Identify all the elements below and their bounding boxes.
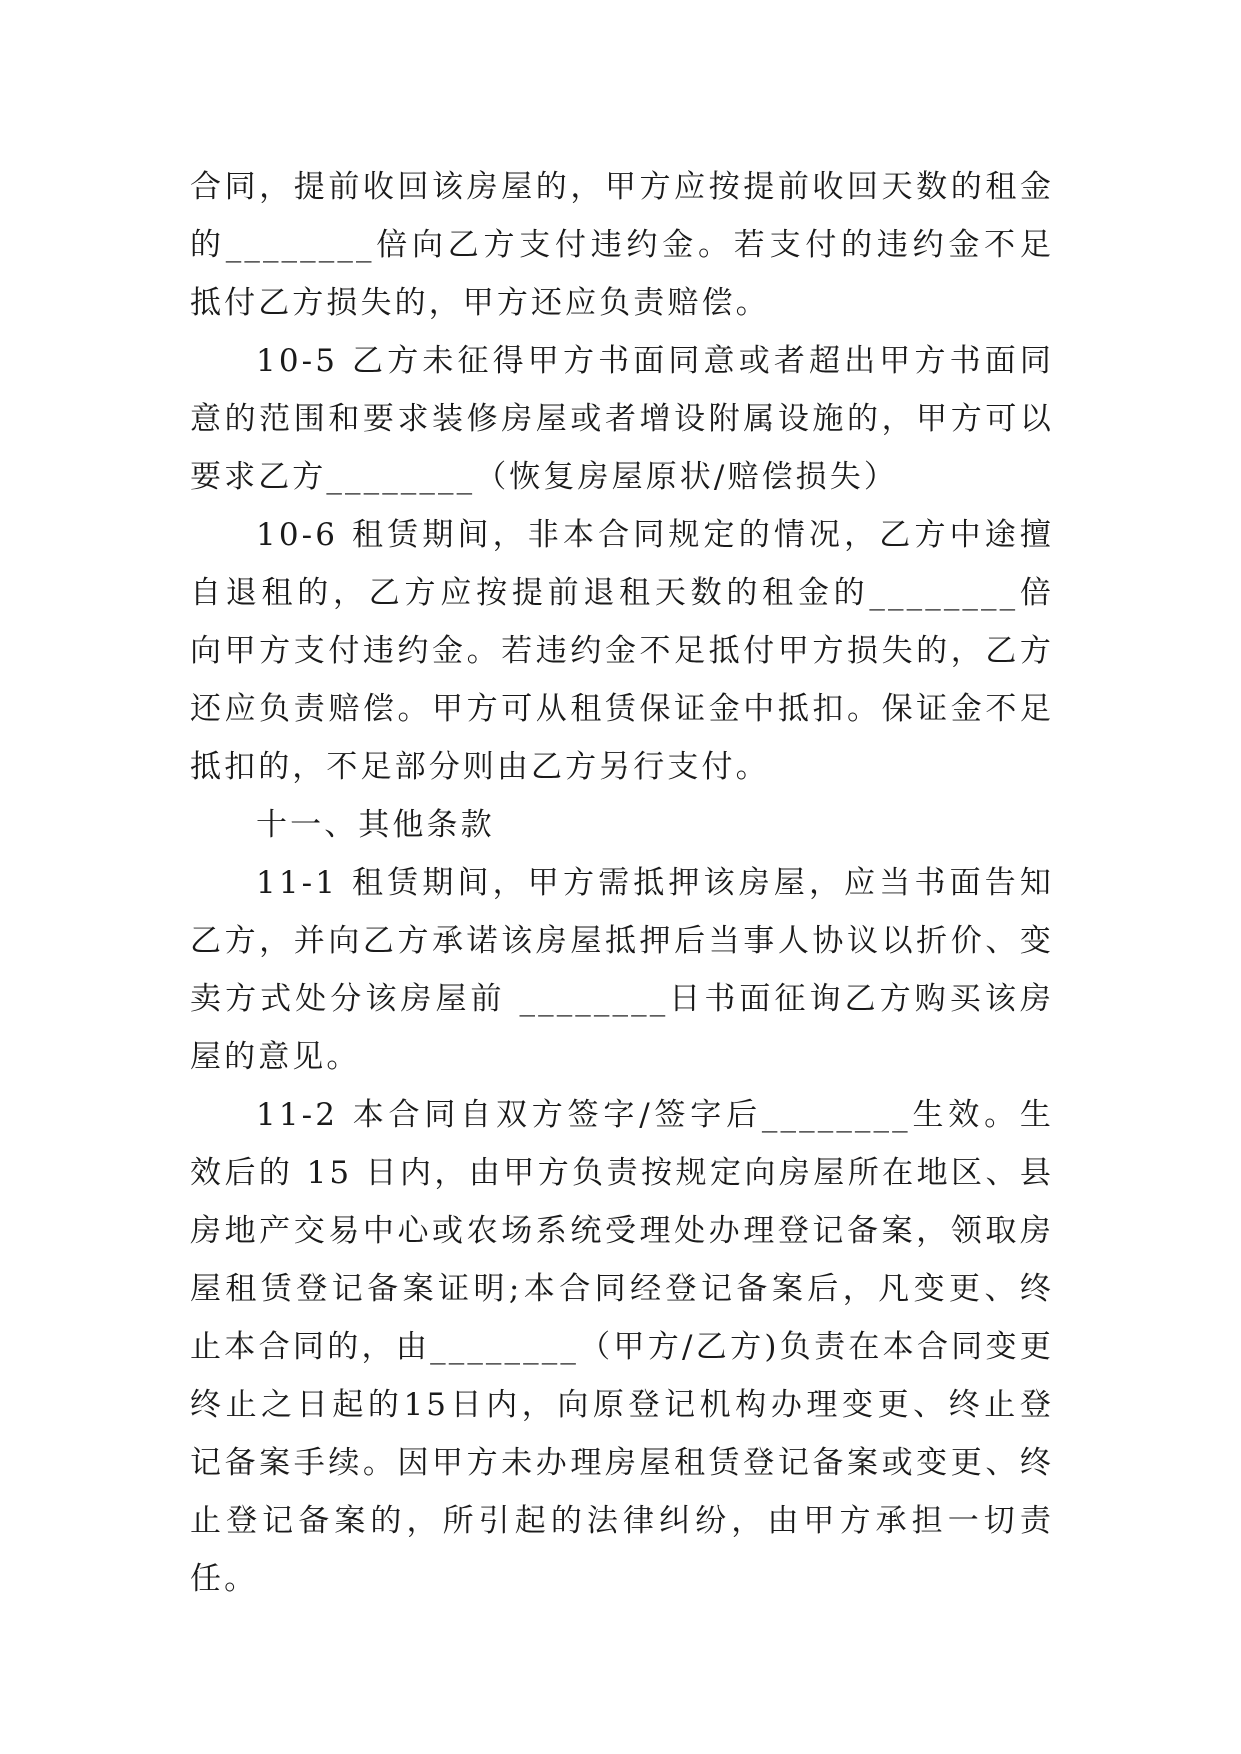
paragraph-10-4-continuation: 合同，提前收回该房屋的，甲方应按提前收回天数的租金的________倍向乙方支付违约金。若支付的违约金不足抵付乙方损失的，甲方还应负责赔偿。 bbox=[190, 169, 1054, 321]
paragraph-11-1: 11-1 租赁期间，甲方需抵押该房屋，应当书面告知乙方，并向乙方承诺该房屋抵押后当事人协议以折价、变卖方式处分该房屋前 ________日书面征询乙方购买该房屋的意见。 bbox=[190, 865, 1054, 1075]
paragraph-10-5: 10-5 乙方未征得甲方书面同意或者超出甲方书面同意的范围和要求装修房屋或者增设附属设施的，甲方可以要求乙方________（恢复房屋原状/赔偿损失） bbox=[190, 343, 1054, 495]
paragraph-11-2: 11-2 本合同自双方签字/签字后________生效。生效后的 15 日内，由甲方负责按规定向房屋所在地区、县房地产交易中心或农场系统受理处办理登记备案，领取房屋租赁登记备案证明;本合同经登记备案后，凡变更、终止本合同的，由________（甲方/乙方)负责在本合同变更终止之日起的15日内，向原登记机构办理变更、终止登记备案手续。因甲方未办理房屋租赁登记备案或变更、终止登记备案的，所引起的法律纠纷，由甲方承担一切责任。 bbox=[190, 1097, 1054, 1597]
section-heading-other-terms: 十一、其他条款 bbox=[256, 807, 495, 843]
contract-body bbox=[190, 158, 1054, 1608]
paragraph-10-6: 10-6 租赁期间，非本合同规定的情况，乙方中途擅自退租的，乙方应按提前退租天数的租金的________倍向甲方支付违约金。若违约金不足抵付甲方损失的，乙方还应负责赔偿。甲方可从租赁保证金中抵扣。保证金不足抵扣的，不足部分则由乙方另行支付。 bbox=[190, 517, 1054, 785]
